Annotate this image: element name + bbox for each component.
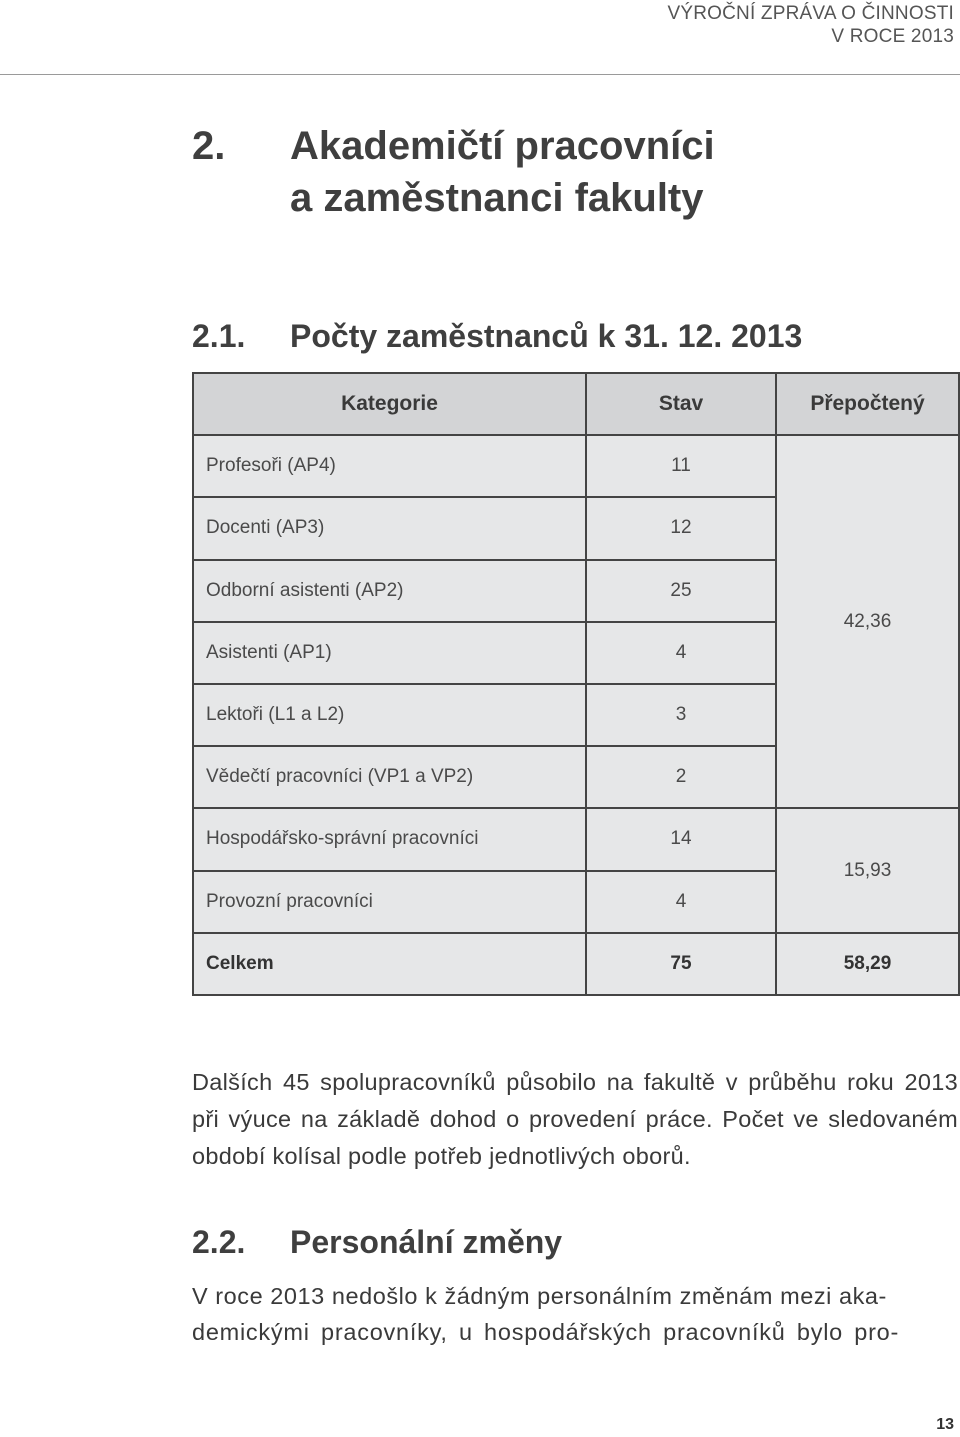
paragraph-personnel-line1: V roce 2013 nedošlo k žádným personálním změnám mezi aka- (192, 1283, 887, 1309)
row-label: Provozní pracovníci (193, 871, 586, 933)
row-label: Docenti (AP3) (193, 497, 586, 559)
row-stav: 12 (586, 497, 776, 559)
col-header-prepocteny: Přepočtený (776, 373, 959, 435)
chapter-number: 2. (192, 124, 226, 168)
row-stav: 4 (586, 622, 776, 684)
col-header-stav: Stav (586, 373, 776, 435)
running-header-line1: VÝROČNÍ ZPRÁVA O ČINNOSTI (667, 3, 954, 24)
row-stav: 11 (586, 435, 776, 497)
running-header (667, 2, 954, 48)
prepocteny-staff: 15,93 (776, 808, 959, 932)
row-stav: 14 (586, 808, 776, 870)
row-stav: 4 (586, 871, 776, 933)
table-total-row (193, 933, 959, 995)
section-title: Personální změny (290, 1224, 563, 1260)
table-row (193, 808, 959, 870)
section-number: 2.2. (192, 1224, 246, 1260)
chapter-title-line2: a zaměstnanci fakulty (290, 176, 704, 220)
row-stav: 3 (586, 684, 776, 746)
page-number: 13 (936, 1416, 954, 1433)
col-header-kategorie: Kategorie (193, 373, 586, 435)
running-header-line2: V ROCE 2013 (831, 26, 954, 47)
total-label: Celkem (193, 933, 586, 995)
row-stav: 25 (586, 560, 776, 622)
table-row (193, 435, 959, 497)
row-label: Profesoři (AP4) (193, 435, 586, 497)
row-stav: 2 (586, 746, 776, 808)
table-header-row (193, 373, 959, 435)
row-label: Lektoři (L1 a L2) (193, 684, 586, 746)
row-label: Odborní asistenti (AP2) (193, 560, 586, 622)
employee-count-table (192, 372, 960, 996)
chapter-title-line1: Akademičtí pracovníci (290, 124, 715, 168)
section-number: 2.1. (192, 318, 246, 354)
section-title: Počty zaměstnanců k 31. 12. 2013 (290, 318, 803, 354)
row-label: Vědečtí pracovníci (VP1 a VP2) (193, 746, 586, 808)
paragraph-personnel-line2: demickými pracovníky, u hospodářských pracovníků bylo pro- (192, 1319, 900, 1345)
row-label: Hospodářsko-správní pracovníci (193, 808, 586, 870)
prepocteny-academic: 42,36 (776, 435, 959, 808)
row-label: Asistenti (AP1) (193, 622, 586, 684)
header-rule (0, 74, 960, 75)
total-stav: 75 (586, 933, 776, 995)
paragraph-cooperators: Dalších 45 spolupracovníků působilo na fakultě v průběhu roku 2013 při výuce na základě dohod o provedení práce. Počet ve sledovaném období kolísal podle potřeb jednotlivých oborů. (192, 1069, 958, 1169)
total-prepocteny: 58,29 (776, 933, 959, 995)
